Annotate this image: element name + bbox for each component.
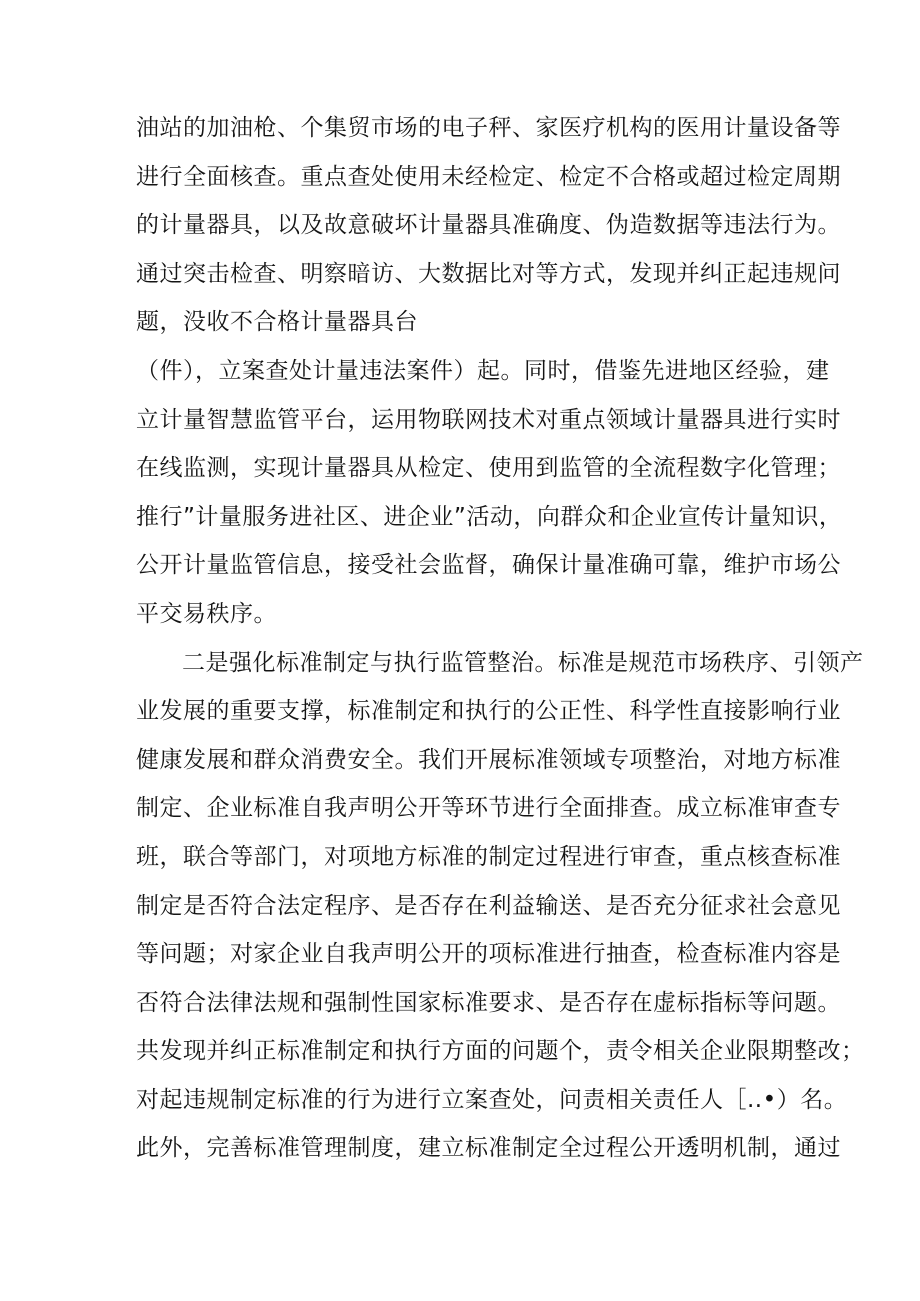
text-line: 公开计量监管信息，接受社会监督，确保计量准确可靠，维护市场公 [136, 552, 841, 579]
text-line: 制定是否符合法定程序、是否存在利益输送、是否充分征求社会意见 [136, 892, 841, 919]
text-line: （件），立案查处计量违法案件）起。同时，借鉴先进地区经验，建 [136, 357, 830, 384]
text-line: 共发现并纠正标准制定和执行方面的问题个，责令相关企业限期整改； [136, 1038, 865, 1065]
body-text [136, 104, 865, 1173]
text-line: 题，没收不合格计量器具台 [136, 309, 418, 336]
text-line: 等问题；对家企业自我声明公开的项标准进行抽查，检查标准内容是 [136, 941, 841, 968]
text-line: 的计量器具，以及故意破坏计量器具准确度、伪造数据等违法行为。 [136, 212, 841, 239]
text-line: 制定、企业标准自我声明公开等环节进行全面排查。成立标准审查专 [136, 795, 841, 822]
text-line: 班，联合等部门，对项地方标准的制定过程进行审查，重点核查标准 [136, 843, 841, 870]
text-line: 此外，完善标准管理制度，建立标准制定全过程公开透明机制，通过 [136, 1135, 841, 1162]
text-line: 对起违规制定标准的行为进行立案查处，问责相关责任人［..•）名。 [136, 1086, 848, 1113]
text-line: 否符合法律法规和强制性国家标准要求、是否存在虚标指标等问题。 [136, 989, 841, 1016]
text-line: 平交易秩序。 [136, 600, 277, 627]
text-line: 通过突击检查、明察暗访、大数据比对等方式，发现并纠正起违规问 [136, 260, 841, 287]
text-line: 油站的加油枪、个集贸市场的电子秤、家医疗机构的医用计量设备等 [136, 115, 841, 141]
text-line: 健康发展和群众消费安全。我们开展标准领域专项整治，对地方标准 [136, 746, 841, 773]
text-line: 业发展的重要支撑，标准制定和执行的公正性、科学性直接影响行业 [136, 698, 841, 725]
text-line: 进行全面核查。重点查处使用未经检定、检定不合格或超过检定周期 [136, 163, 841, 190]
text-line: 在线监测，实现计量器具从检定、使用到监管的全流程数字化管理； [136, 455, 841, 482]
text-line: 二是强化标准制定与执行监管整治。标准是规范市场秩序、引领产 [182, 649, 864, 676]
text-line: 推行”计量服务进社区、进企业”活动，向群众和企业宣传计量知识， [136, 503, 843, 530]
text-line: 立计量智慧监管平台，运用物联网技术对重点领域计量器具进行实时 [136, 406, 841, 433]
